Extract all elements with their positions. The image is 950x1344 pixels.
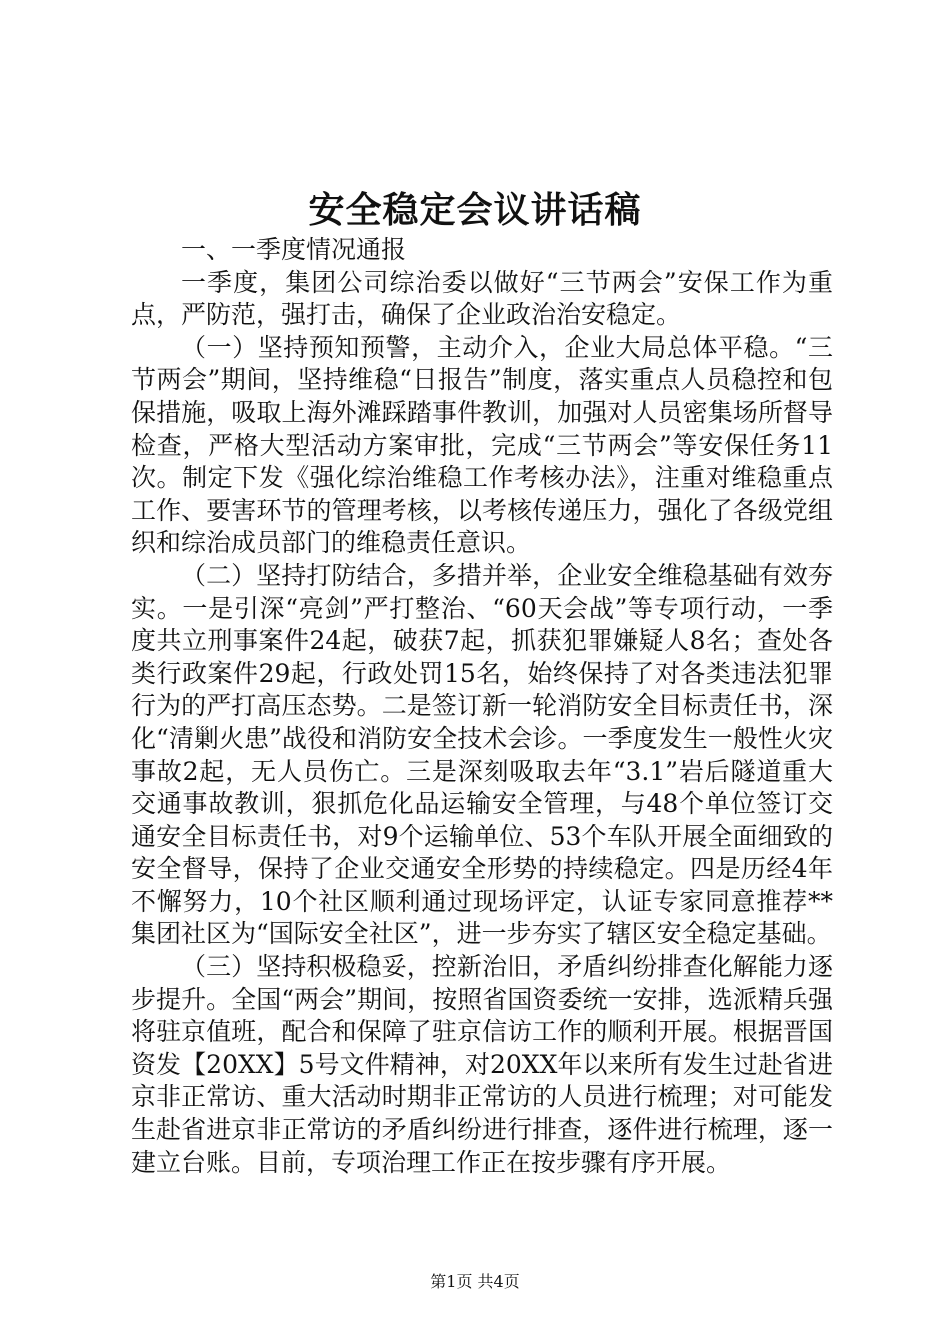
paragraph-part-three: （三）坚持积极稳妥，控新治旧，矛盾纠纷排查化解能力逐步提升。全国“两会”期间，按照省国资委统一安排，选派精兵强将驻京值班，配合和保障了驻京信访工作的顺利开展。根据晋国资发【20XX】5号文件精神，对20XX年以来所有发生过赴省进京非正常访、重大活动时期非正常访的人员进行梳理；对可能发生赴省进京非正常访的矛盾纠纷进行排查，逐件进行梳理，逐一建立台账。目前，专项治理工作正在按步骤有序开展。: [131, 952, 833, 1177]
paragraph-intro: 一季度，集团公司综治委以做好“三节两会”安保工作为重点，严防范，强打击，确保了企业政治治安稳定。: [131, 267, 833, 330]
paragraph-part-two: （二）坚持打防结合，多措并举，企业安全维稳基础有效夯实。一是引深“亮剑”严打整治、“60天会战”等专项行动，一季度共立刑事案件24起，破获7起，抓获犯罪嫌疑人8名；查处各类行政案件29起，行政处罚15名，始终保持了对各类违法犯罪行为的严打高压态势。二是签订新一轮消防安全目标责任书，深化“清剿火患”战役和消防安全技术会诊。一季度发生一般性火灾事故2起，无人员伤亡。三是深刻吸取去年“3.1”岩后隧道重大交通事故教训，狠抓危化品运输安全管理，与48个单位签订交通安全目标责任书，对9个运输单位、53个车队开展全面细致的安全督导，保持了企业交通安全形势的持续稳定。四是历经4年不懈努力，10个社区顺利通过现场评定，认证专家同意推荐**集团社区为“国际安全社区”，进一步夯实了辖区安全稳定基础。: [131, 560, 833, 949]
section-heading: 一、一季度情况通报: [181, 235, 407, 264]
page-number-footer: 第1页 共4页: [430, 1272, 520, 1291]
paragraph-part-one: （一）坚持预知预警，主动介入，企业大局总体平稳。“三节两会”期间，坚持维稳“日报告”制度，落实重点人员稳控和包保措施，吸取上海外滩踩踏事件教训，加强对人员密集场所督导检查，严格大型活动方案审批，完成“三节两会”等安保任务11次。制定下发《强化综治维稳工作考核办法》，注重对维稳重点工作、要害环节的管理考核，以考核传递压力，强化了各级党组织和综治成员部门的维稳责任意识。: [131, 332, 833, 558]
document-body: [131, 234, 833, 1179]
document-title: 安全稳定会议讲话稿: [308, 189, 642, 231]
